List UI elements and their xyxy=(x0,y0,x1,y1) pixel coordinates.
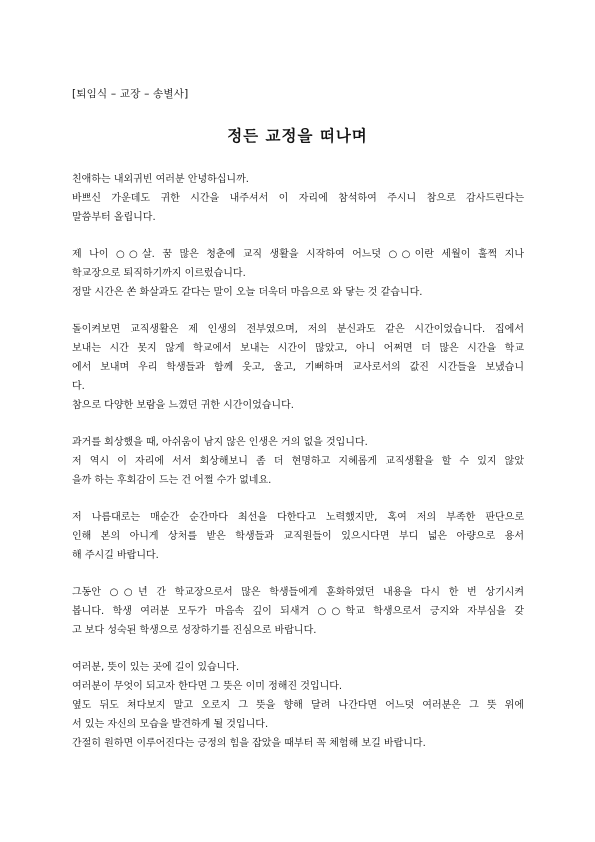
text-line: 보내는 시간 못지 않게 학교에서 보내는 시간이 많았고, 아니 어쩌면 더 많은 시간을 학교 xyxy=(72,343,524,354)
text-line: 에서 보내며 우리 학생들과 함께 웃고, 울고, 기뻐하며 교사로서의 값진 시간들을 보냈습니 xyxy=(72,362,524,373)
text-line: 봅니다. 학생 여러분 모두가 마음속 깊이 되새겨 ○○학교 학생으로서 긍지와 자부심을 갖 xyxy=(72,606,524,617)
text-line: 옆도 뒤도 쳐다보지 말고 오로지 그 뜻을 향해 달려 나간다면 어느덧 여러분은 그 뜻 위에 xyxy=(72,700,524,711)
text-line: 저 나름대로는 매순간 순간마다 최선을 다한다고 노력했지만, 혹여 저의 부족한 판단으로 xyxy=(72,512,524,523)
text-line: 여러분, 뜻이 있는 곳에 길이 있습니다. xyxy=(72,662,240,673)
text-line: 참으로 다양한 보람을 느꼈던 귀한 시간이었습니다. xyxy=(72,400,294,411)
text-line: 제 나이 ○○살. 꿈 많은 청춘에 교직 생활을 시작하여 어느덧 ○○이란 세월이 훌쩍 지나 xyxy=(72,249,524,260)
document-title: 정든 교정을 떠나며 xyxy=(227,127,368,145)
text-line: 과거를 회상했을 때, 아쉬움이 남지 않은 인생은 거의 없을 것입니다. xyxy=(72,437,368,448)
text-line: 서 있는 자신의 모습을 발견하게 될 것입니다. xyxy=(72,719,269,730)
text-line: 정말 시간은 쏜 화살과도 같다는 말이 오늘 더욱더 마음으로 와 닿는 것 같습니다. xyxy=(72,287,423,298)
text-line: 다. xyxy=(72,381,85,392)
paragraph xyxy=(72,508,524,565)
text-line: 말씀부터 올립니다. xyxy=(72,212,156,223)
text-line: 친애하는 내외귀빈 여러분 안녕하십니까. xyxy=(72,174,249,185)
paragraph xyxy=(72,658,524,753)
paragraph xyxy=(72,583,524,640)
text-line: 고 보다 성숙된 학생으로 성장하기를 진심으로 바랍니다. xyxy=(72,625,317,636)
document-body xyxy=(72,170,524,771)
paragraph xyxy=(72,433,524,490)
text-line: 그동안 ○○년 간 학교장으로서 많은 학생들에게 훈화하였던 내용을 다시 한 번 상기시켜 xyxy=(72,587,524,598)
text-line: 인해 본의 아니게 상처를 받은 학생들과 교직원들이 있으시다면 부디 넓은 아량으로 용서 xyxy=(72,531,524,542)
text-line: 여러분이 무엇이 되고자 한다면 그 뜻은 이미 정해진 것입니다. xyxy=(72,681,343,692)
text-line: 간절히 원하면 이루어진다는 긍정의 힘을 잡았을 때부터 꼭 체험해 보길 바랍니다. xyxy=(72,738,426,749)
text-line: 을까 하는 후회감이 드는 건 어쩔 수가 없네요. xyxy=(72,475,272,486)
paragraph xyxy=(72,320,524,415)
text-line: 바쁘신 가운데도 귀한 시간을 내주셔서 이 자리에 참석하여 주시니 참으로 감사드린다는 xyxy=(72,193,524,204)
text-line: 돌이켜보면 교직생활은 제 인생의 전부였으며, 저의 분신과도 같은 시간이었습니다. 집에서 xyxy=(72,324,524,335)
paragraph xyxy=(72,170,524,227)
paragraph xyxy=(72,245,524,302)
text-line: 해 주시길 바랍니다. xyxy=(72,550,159,561)
text-line: 저 역시 이 자리에 서서 회상해보니 좀 더 현명하고 지혜롭게 교직생활을 할 수 있지 않았 xyxy=(72,456,524,467)
document-category-label: [퇴임식 – 교장 – 송별사] xyxy=(72,88,189,100)
text-line: 학교장으로 퇴직하기까지 이르렀습니다. xyxy=(72,268,246,279)
